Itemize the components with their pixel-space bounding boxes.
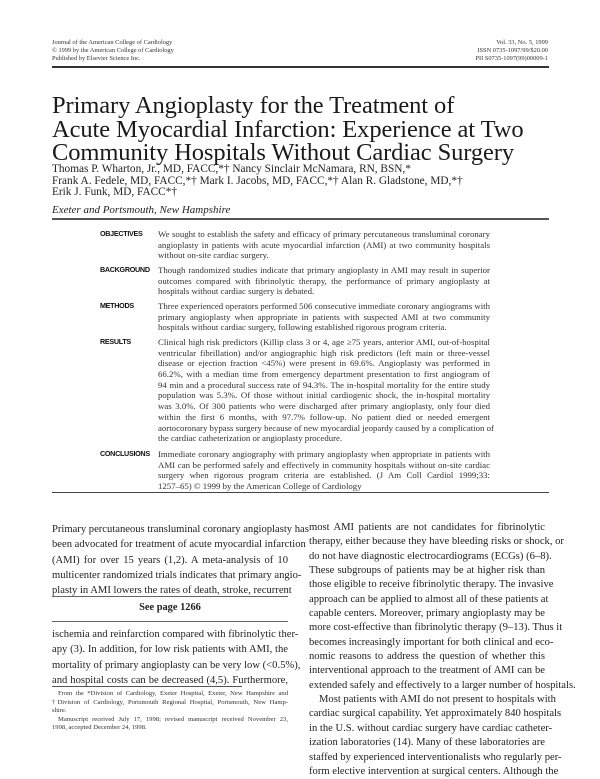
body-right-column [309, 521, 576, 779]
text-line: capable centers. Moreover, primary angioplasty may be [309, 608, 545, 620]
abstract-line: without on-site cardiac surgery. [158, 250, 269, 261]
copyright: © 1999 by the American College of Cardiology [52, 47, 174, 54]
abstract-line: disease or ejection fraction <45%) were present in 69.6%. Angioplasty was performed in [158, 358, 490, 369]
location: Exeter and Portsmouth, New Hampshire [52, 204, 231, 216]
abstract-line: AMI can be performed safely and effectively in community hospitals without on-site cardiac [158, 459, 490, 470]
text-line: becomes increasingly important for both clinical and eco- [309, 636, 554, 648]
text-line: most AMI patients are not candidates for fibrinolytic [309, 522, 545, 533]
text-line: nomic reasons to address the question of whether this [309, 651, 545, 663]
journal-name: Journal of the American College of Cardiology [52, 39, 173, 46]
abstract-line: aortocoronary bypass surgery because of new myocardial jeopardy caused by a complication of [158, 422, 494, 433]
text-line: Most patients with AMI do not present to hospitals with [319, 694, 556, 706]
abstract-line: ventricular fibrillation) and/or angiographic high risk predictors (left main or three-vessel [158, 347, 490, 358]
abstract-line: surgery when rigorous program criteria are established. (J Am Coll Cardiol 1999;33: [158, 470, 490, 481]
author-list: Thomas P. Wharton, Jr., MD, FACC,*† Nancy Sinclair McNamara, RN, BSN,* Frank A. Fedele, MD, FACC,*† Mark I. Jacobs, MD, FACC,*† Alan R. Gladstone, MD,*† Erik J. Funk, MD, FACC*† [52, 163, 463, 199]
abstract-line: outcomes compared with fibrinolytic therapy, the performance of primary angioplasty at [158, 275, 490, 286]
abstract-label: BACKGROUND [100, 265, 150, 274]
article-title: Primary Angioplasty for the Treatment of Acute Myocardial Infarction: Experience at Two Community Hospitals Without Cardiac Surgery [52, 92, 524, 166]
abstract-label: OBJECTIVES [100, 229, 143, 238]
see-page-rule-bottom [52, 621, 288, 622]
abstract-line: angioplasty in patients with acute myocardial infarction (AMI) at two community hospitals [158, 239, 490, 250]
body-left-bottom [52, 627, 301, 688]
text-line: multicenter randomized trials indicates that primary angio- [52, 569, 302, 581]
abstract-line: Though randomized studies indicate that primary angioplasty in AMI may result in superior [158, 265, 490, 275]
abstract-line: 66.2%, with a median time from emergency department presentation to first angiogram of [158, 369, 490, 380]
abstract-line: Clinical high risk predictors (Killip class 3 or 4, age ≥75 years, anterior AMI, out-of-hospital [158, 337, 490, 347]
text-line: therapy, either because they have bleeding risks or shock, or [309, 536, 564, 548]
abstract-text [158, 449, 490, 492]
publisher: Published by Elsevier Science Inc. [52, 55, 141, 62]
text-line: ischemia and reinfarction compared with fibrinolytic ther- [52, 629, 299, 640]
abstract-label: METHODS [100, 301, 134, 310]
text-line: interventional approach to the treatment of AMI can be [309, 665, 545, 677]
text-line: approach can be applied to almost all of these patients at [309, 593, 549, 605]
volume-info: Vol. 33, No. 5, 1999 [496, 39, 548, 46]
text-line: shire. [52, 707, 67, 715]
text-line: ization laboratories (14). Many of these laboratories are [309, 737, 545, 749]
text-line: staffed by experienced interventionalists who regularly per- [309, 751, 562, 763]
text-line: apy (3). In addition, for low risk patients with AMI, the [52, 644, 288, 656]
abstract-line: primary angioplasty when appropriate in patients with suspected AMI at two community [158, 311, 490, 322]
text-line: cardiac surgical capability. Yet approximately 840 hospitals [309, 708, 562, 720]
text-line: (AMI) for over 15 years (1,2). A meta-analysis of 10 [52, 554, 288, 566]
abstract-line: 1257–65) © 1999 by the American College of Cardiology [158, 481, 362, 492]
footnotes [52, 690, 288, 733]
text-line: more cost-effective than fibrinolytic therapy (9–13). Thus it [309, 622, 563, 634]
text-line: do not have diagnostic electrocardiograms (ECGs) (6–8). [309, 550, 552, 562]
abstract-line: Immediate coronary angiography with primary angioplasty when appropriate in patients with [158, 449, 490, 459]
abstract-text [158, 229, 490, 261]
issn: ISSN 0735-1097/99/$20.00 [477, 47, 548, 54]
footnote-rule [52, 686, 242, 687]
text-line: form elective intervention at surgical centers. Although the [309, 765, 559, 777]
text-line: Primary percutaneous transluminal coronary angioplasty has [52, 524, 309, 535]
abstract-label: RESULTS [100, 337, 131, 346]
title-rule [52, 218, 549, 220]
abstract-line: population was 5.3%. Of those without initial cardiogenic shock, the in-hospital mortality [158, 390, 490, 401]
journal-header-left [52, 39, 174, 63]
abstract-line: 94 min and a procedural success rate of 94.3%. The in-hospital mortality for the entire study [158, 379, 490, 390]
abstract-line: hospitals without cardiac surgery, following established rigorous program criteria. [158, 322, 447, 333]
text-line: those eligible to receive fibrinolytic therapy. The invasive [309, 579, 554, 591]
body-left-top [52, 522, 309, 598]
header-rule [52, 66, 549, 68]
abstract-label: CONCLUSIONS [100, 449, 150, 458]
text-line: and hospital costs can be decreased (4,5). Furthermore, [52, 674, 288, 686]
text-line: From the *Division of Cardiology, Exeter Hospital, Exeter, New Hampshire and [58, 690, 288, 697]
text-line: plasty in AMI lowers the rates of death, stroke, recurrent [52, 585, 292, 597]
abstract-line: We sought to establish the safety and efficacy of primary percutaneous transluminal coronary [158, 229, 490, 239]
abstract-line: the cardiac catheterization or angioplasty procedure. [158, 433, 343, 444]
journal-header-right [475, 39, 548, 63]
text-line: †Division of Cardiology, Portsmouth Regional Hospital, Portsmouth, New Hamp- [52, 698, 288, 706]
see-page-rule-top [52, 596, 288, 597]
abstract-text [158, 337, 494, 444]
abstract-line: hospitals without cardiac surgery is debated. [158, 286, 315, 297]
text-line: 1998, accepted December 24, 1998. [52, 724, 147, 732]
text-line: extended safely and effectively to a larger number of hospitals. [309, 679, 576, 691]
see-page-callout: See page 1266 [139, 602, 201, 613]
abstract-line: was 3.0%. Of 300 patients who were discharged after primary angioplasty, only four died [158, 401, 490, 412]
abstract-rule [52, 492, 549, 493]
pii: PII S0735-1097(99)00009-1 [475, 55, 548, 62]
abstract-text [158, 301, 490, 333]
abstract-text [158, 265, 490, 297]
text-line: in the U.S. without cardiac surgery have cardiac catheter- [309, 722, 553, 734]
text-line: Manuscript received July 17, 1998; revised manuscript received November 23, [58, 715, 288, 723]
text-line: These subgroups of patients may be at higher risk than [309, 565, 545, 577]
abstract-line: Three experienced operators performed 506 consecutive immediate coronary angiograms with [158, 301, 490, 311]
text-line: been advocated for treatment of acute myocardial infarction [52, 539, 306, 551]
text-line: mortality of primary angioplasty can be very low (<0.5%), [52, 659, 301, 671]
abstract-line: within the first 6 months, with 97.7% follow-up. No patient died or needed emergent [158, 411, 490, 422]
